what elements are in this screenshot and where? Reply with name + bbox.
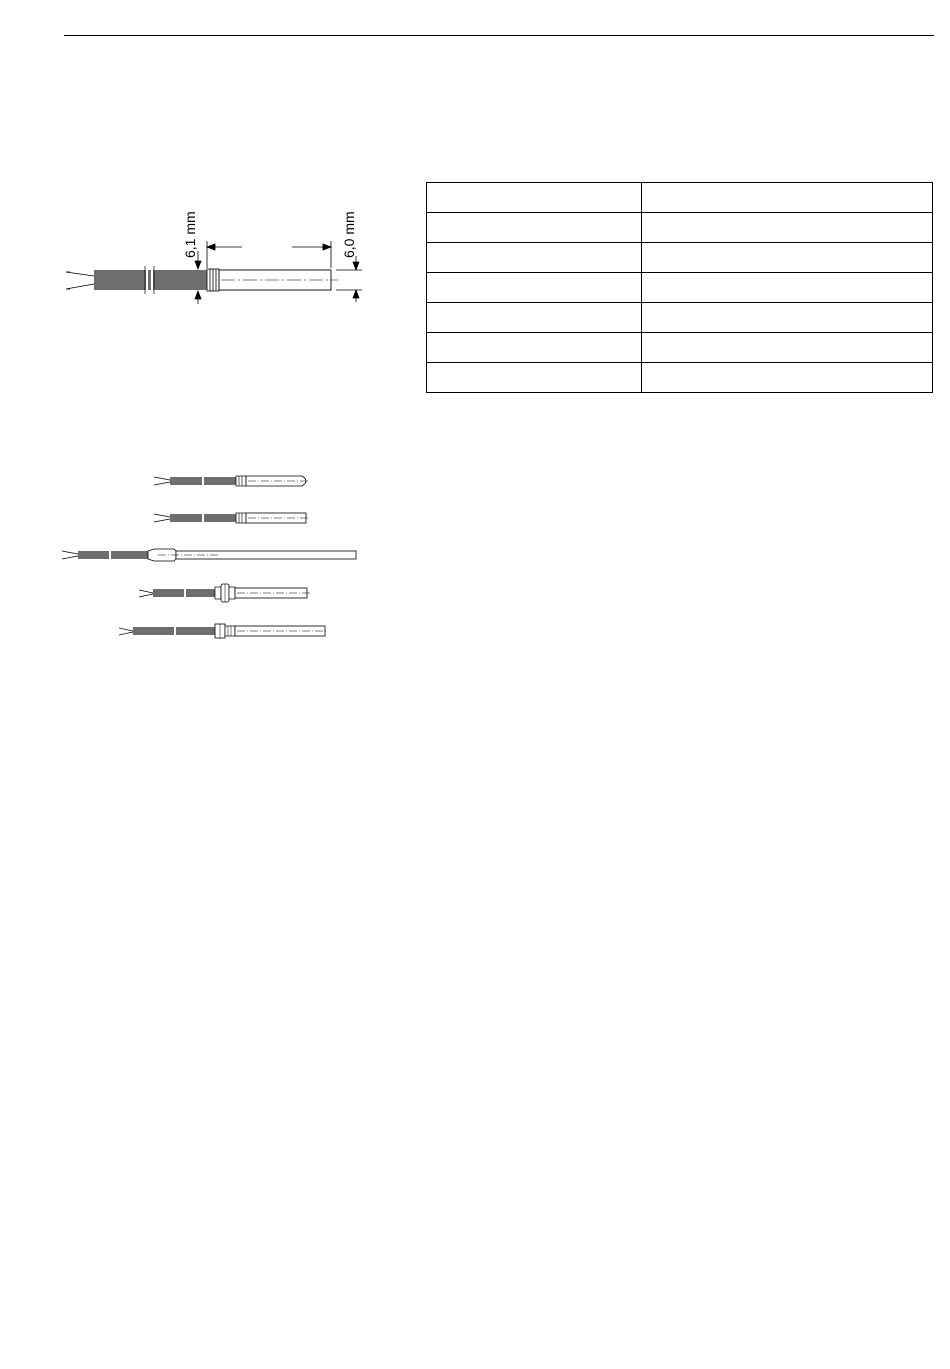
table-row — [427, 333, 933, 363]
table-cell — [642, 333, 933, 363]
table-cell — [642, 243, 933, 273]
table-cell — [427, 243, 642, 273]
table-row — [427, 213, 933, 243]
table-cell — [427, 213, 642, 243]
sensor-variant-long-tube — [58, 544, 360, 566]
table-row — [427, 183, 933, 213]
sensor-variant-threaded — [115, 620, 330, 642]
table-cell — [642, 273, 933, 303]
table-cell — [642, 213, 933, 243]
table-row — [427, 273, 933, 303]
table-row — [427, 303, 933, 333]
sensor-variant-rounded-tip — [150, 470, 320, 492]
table-cell — [642, 363, 933, 393]
table-row — [427, 243, 933, 273]
tube-diameter-dimension — [336, 256, 362, 302]
table-cell — [642, 303, 933, 333]
wire-ends — [66, 272, 94, 289]
sensor-variant-standard — [150, 507, 320, 529]
spec-table — [426, 182, 933, 393]
table-cell — [427, 183, 642, 213]
table-cell — [427, 333, 642, 363]
table-cell — [427, 273, 642, 303]
crimp-zone — [207, 269, 219, 291]
table-cell — [427, 303, 642, 333]
sensor-variant-flange — [135, 582, 315, 604]
table-cell — [642, 183, 933, 213]
table-row — [427, 363, 933, 393]
length-dimension — [207, 241, 331, 268]
sensor-dimension-drawing — [56, 196, 376, 316]
cable-diameter-label: 6,1 mm — [182, 211, 198, 258]
table-cell — [427, 363, 642, 393]
header-rule — [64, 35, 934, 36]
spec-table-body — [427, 183, 933, 393]
tube-diameter-label: 6,0 mm — [341, 211, 357, 258]
